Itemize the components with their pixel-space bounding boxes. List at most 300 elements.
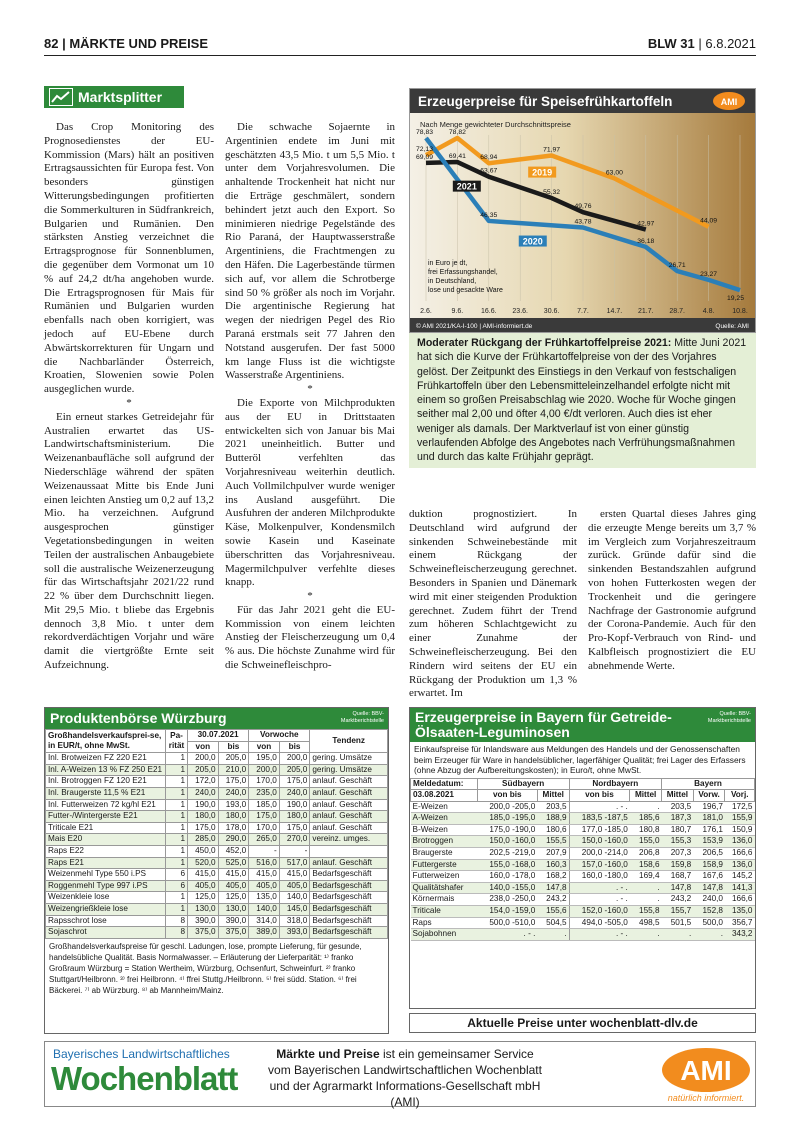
table-cell: 6 [166,869,188,881]
data-label: 46,35 [480,211,498,219]
data-label: 78,82 [448,129,466,137]
data-label: 69,41 [448,153,466,161]
data-label: 42,97 [637,220,655,228]
table-cell: 205,0 [279,764,310,776]
table-cell: 152,0 -160,0 [569,906,630,918]
service-ad [44,1041,756,1107]
table-cell: anlauf. Geschäft [310,822,388,834]
table-row [46,927,388,939]
table-cell: 206,5 [693,848,725,860]
table-cell: Inl. Brotroggen FZ 120 E21 [46,776,166,788]
table-cell: 175,0 [279,776,310,788]
table-cell: 183,5 -187,5 [569,813,630,825]
table-cell: Futtergerste [411,859,478,871]
table-cell: . [630,801,662,813]
table-cell: 405,0 [218,880,249,892]
data-label: 63,00 [605,169,623,177]
data-label: 19,25 [726,295,744,303]
table-cell: Inl. Braugerste 11,5 % E21 [46,787,166,799]
table-cell: 270,0 [279,834,310,846]
table-cell: 415,0 [279,869,310,881]
table-row [411,801,755,813]
table-cell: 240,0 [218,787,249,799]
table-cell: . [662,929,694,941]
data-label: 44,09 [700,217,718,225]
table-cell: 190,0 [188,799,219,811]
table-cell: Inl. Brotweizen FZ 220 E21 [46,753,166,765]
table-cell: 375,0 [188,927,219,939]
table-cell: 356,7 [725,917,755,929]
table-row [46,834,388,846]
table-cell: 180,6 [537,824,569,836]
table-cell: 155,6 [537,906,569,918]
table-cell: 147,8 [662,882,694,894]
table-row [46,811,388,823]
table-cell: 155,9 [725,813,755,825]
table-cell: 155,8 [630,906,662,918]
table-cell: Bedarfsgeschäft [310,880,388,892]
table-cell: Weizenkleie lose [46,892,166,904]
table-cell: 180,0 [188,811,219,823]
table-cell: 136,0 [725,859,755,871]
table-cell: 494,0 -505,0 [569,917,630,929]
table-cell: 415,0 [218,869,249,881]
table-cell: 1 [166,834,188,846]
table-cell: 170,0 [249,822,280,834]
article-column-4 [588,508,756,678]
table-cell: 200,0 -205,0 [477,801,537,813]
x-tick-label: 23.6. [512,308,528,315]
x-tick-label: 10.8. [732,308,748,315]
table-cell: 450,0 [188,845,219,857]
table-cell: . [630,882,662,894]
trend-icon [49,88,73,106]
article-paragraph: Ein erneut starkes Getreidejahr für Australien erwartet das US-Landwirtschaftsministerium. Die Weizenanbaufläche soll aufgrund der Niederschläge während der späten Weizenaussaat Mitte bis Ende Juni einen leichten Anstieg um 0,2 auf 13,2 Mio. ha verzeichnen. Aufgrund ausgesprochen günstiger Vegetationsbedingungen in weiten Teilen der australischen Anbaugebiete soll die australische Weizenerzeugung für das Wirtschaftsjahr 2021/22 rund 22 % über dem Durchschnitt liegen. Mit 29,5 Mio. t bliebe das Ergebnis dennoch 3,8 Mio. t unter dem rekordverdächtigen Vorjahr und wäre damit die viertgrößte Ernte seit Aufzeichnung. [44,410,214,672]
table-row [46,903,388,915]
article-paragraph: Die Exporte von Milchprodukten aus der EU in Drittstaaten entwickelten sich von Januar bis Mai 2021 uneinheitlich. Butter und Butteröl verfehlten das Vorjahresniveau weiterhin deutlich. Auch Vollmilchpulver wurde weniger ins Ausland ausgeführt. Die Ausfuhren der anderen Milchprodukte Käse, Molkenpulver, Kondensmilch sowie Kasein und Kaseinate überschritten das Vorjahresniveau. Magermilchpulver verfehlte dieses knapp. [225,396,395,589]
table-cell: Bedarfsgeschäft [310,915,388,927]
table-cell: Bedarfsgeschäft [310,903,388,915]
table-row [46,799,388,811]
table-cell: 150,0 -160,0 [569,836,630,848]
table-row [411,836,755,848]
table-cell: 200,0 -214,0 [569,848,630,860]
table-cell: 145,0 [279,903,310,915]
series-tag-label: 2019 [532,167,553,178]
table-cell: 390,0 [218,915,249,927]
table-cell [310,845,388,857]
wuerzburg-title: Produktenbörse Würzburg Quelle: BBV-Marktberichtstelle [45,708,388,729]
table-cell: Inl. A-Weizen 13 % FZ 250 E21 [46,764,166,776]
table-cell: 175,0 [188,822,219,834]
table-cell: Sojaschrot [46,927,166,939]
table-cell: Triticale [411,906,478,918]
table-cell: . - . [569,882,630,894]
ami-logo [660,1046,752,1104]
table-cell: 158,9 [693,859,725,871]
table-cell: 135,0 [725,906,755,918]
ami-chart-logo-text: AMI [720,97,738,107]
table-cell: 170,0 [249,776,280,788]
table-cell: 169,4 [630,871,662,883]
table-cell: 203,5 [537,801,569,813]
table-row [411,906,755,918]
table-cell: 8 [166,927,188,939]
data-label: 23,27 [700,270,718,278]
table-cell: vereinz. umges. [310,834,388,846]
x-tick-label: 7.7. [577,308,589,315]
article-paragraph: * [126,396,132,409]
table-cell: 153,9 [693,836,725,848]
svg-text:natürlich informiert.: natürlich informiert. [667,1093,745,1103]
data-label: 63,67 [480,167,498,175]
unit-note: frei Erfassungshandel, [428,269,498,276]
table-cell: 1 [166,857,188,869]
table-cell: 415,0 [188,869,219,881]
page-header [44,36,756,56]
table-cell: 125,0 [188,892,219,904]
table-cell: 389,0 [249,927,280,939]
table-cell: Futter-/Wintergerste E21 [46,811,166,823]
svg-text:AMI: AMI [680,1055,732,1086]
table-cell: . [630,894,662,906]
table-cell: . [630,929,662,941]
wuerzburg-footnote: Großhandelsverkaufspreise für geschl. Ladungen, lose, prompte Lieferung, für gesunde, handelsübliche Qualität. Basis Normalwasser. – Erläuterung der Lieferparität: ¹⁾ franko Großraum Würzburg = Station Wertheim, Würzburg, Ochsenfurt, Schweinfurt. ²⁾ franko Stuttgart/Heilbronn. ³⁾ frei Heilbronn. ⁴⁾ ffrei Stuttg./Heilbronn. ⁵⁾ frei südd. Station. ⁶⁾ frei Bäckerei. ⁷⁾ ab Würzburg. ⁸⁾ ab Mannheim/Mainz. [49,941,362,995]
table-cell: 206,8 [630,848,662,860]
table-cell: 1 [166,892,188,904]
wuerzburg-table-box [44,707,389,1034]
data-label: 26,71 [668,262,686,270]
table-cell: Braugerste [411,848,478,860]
table-cell: 500,0 -510,0 [477,917,537,929]
ad-text: Märkte und Preise ist ein gemeinsamer Service vom Bayerischen Landwirtschaftlichen Wochenblatt und der Agrarmarkt Informations-Gesellschaft mbH (AMI) [268,1047,542,1109]
table-row [46,880,388,892]
table-cell: 240,0 [188,787,219,799]
table-cell: Raps E21 [46,857,166,869]
ad-brand-top: Bayerisches Landwirtschaftliches [53,1047,230,1061]
table-cell: 150,0 -160,0 [477,836,537,848]
table-cell: 243,2 [662,894,694,906]
table-cell: anlauf. Geschäft [310,776,388,788]
table-cell: Sojabohnen [411,929,478,941]
table-cell: gering. Umsätze [310,764,388,776]
table-cell: 130,0 [188,903,219,915]
table-cell: 155,0 [630,836,662,848]
article-column-3 [409,508,577,700]
table-cell: 136,0 [725,836,755,848]
table-cell: Rapsschrot lose [46,915,166,927]
table-cell: 203,5 [662,801,694,813]
table-cell: Bedarfsgeschäft [310,927,388,939]
article-paragraph: Das Crop Monitoring des Prognosedienstes der EU-Kommission (Mars) hält an positiven Ertragsaussichten für Europa fest. Von besonders günstigen Witterungsbedingungen profitierten die Sommerkulturen in Südfrankreich, Bulgarien und Rumänien. Den stärksten Anstieg verzeichnet die Ertragsprognose für Sonnenblumen, die gegenüber dem Vormonat um 10 % auf 24,2 dt/ha angehoben wurde. Die Ertragsprognosen für Mais für Rumänien und Bulgarien wurden ebenfalls nach oben korrigiert, was jedoch auf EU-Ebene durch Abwärtskorrekturen für Ungarn und die Nachbarländer Österreich, Kroatien, Slowenien sowie Polen ausgeglichen wurde. [44,121,214,396]
table-cell: 152,8 [693,906,725,918]
table-row [411,813,755,825]
table-cell: . - . [569,801,630,813]
table-cell: 193,0 [218,799,249,811]
table-row [411,848,755,860]
data-label: 55,32 [543,189,561,197]
table-cell: 175,0 -190,0 [477,824,537,836]
data-label: 69,09 [416,153,434,161]
article-paragraph: duktion prognostiziert. In Deutschland wird aufgrund der sinkenden Schweinebestände mit einem Rückgang der Schweinefleischerzeugung gerechnet. Besonders in Spanien und Dänemark wird mit einer steigenden Produktion gerechnet. Zudem führt der Trend zum höheren Schlachtgewicht zu einer Zunahme der Schweinefleischerzeugung. Bei den Rindern wird seitens der EU ein Rückgang der Produktion um 1,3 % erwartet. Im [409,508,577,700]
table-cell: 200,0 [279,753,310,765]
table-cell: 125,0 [218,892,249,904]
bayern-title: Erzeugerpreise in Bayern für Getreide-Ölsaaten-Leguminosen Quelle: BBV-Marktberichtstelle [410,708,755,742]
table-row [46,869,388,881]
table-cell: 180,8 [630,824,662,836]
table-cell: 6 [166,880,188,892]
table-cell: anlauf. Geschäft [310,787,388,799]
table-cell: - [249,845,280,857]
table-cell: 178,0 [218,822,249,834]
table-cell: 498,5 [630,917,662,929]
table-cell: 202,5 -219,0 [477,848,537,860]
table-row [411,917,755,929]
table-cell: 1 [166,776,188,788]
table-cell: Inl. Futterweizen 72 kg/hl E21 [46,799,166,811]
table-cell: 318,0 [279,915,310,927]
data-label: 72,13 [416,146,434,154]
chart-footer-right: Quelle: AMI [715,323,749,330]
table-cell: 195,0 [249,753,280,765]
table-cell: 504,5 [537,917,569,929]
table-cell: Brotroggen [411,836,478,848]
table-cell: 147,8 [693,882,725,894]
table-row [46,753,388,765]
table-cell: 390,0 [188,915,219,927]
page-section: 82 | MÄRKTE UND PREISE [44,36,209,51]
table-cell: 160,3 [537,859,569,871]
table-cell: 167,6 [693,871,725,883]
table-cell: 135,0 [249,892,280,904]
table-cell: 168,7 [662,871,694,883]
table-cell: anlauf. Geschäft [310,799,388,811]
table-cell: 155,5 [537,836,569,848]
table-cell: 285,0 [188,834,219,846]
table-row [411,929,755,941]
table-cell: Mais E20 [46,834,166,846]
table-cell: gering. Umsätze [310,753,388,765]
table-cell: 205,0 [218,753,249,765]
table-cell: 160,0 -178,0 [477,871,537,883]
series-tag-label: 2020 [522,236,543,247]
table-cell: 150,9 [725,824,755,836]
table-cell: 154,0 -159,0 [477,906,537,918]
journal-date: BLW 31 | 6.8.2021 [647,36,756,51]
table-cell: 207,3 [662,848,694,860]
table-cell: Futterweizen [411,871,478,883]
x-tick-label: 28.7. [669,308,685,315]
bayern-table-box [409,707,756,1009]
table-cell: A-Weizen [411,813,478,825]
table-cell: . - . [569,894,630,906]
chart-footer-left: © AMI 2021/KA-I-100 | AMI-informiert.de [416,323,533,330]
table-cell: 187,3 [662,813,694,825]
x-tick-label: 2.6. [420,308,432,315]
table-cell: 240,0 [279,787,310,799]
table-cell: 140,0 [279,892,310,904]
ad-brand: Wochenblatt [51,1060,238,1097]
table-cell: Raps [411,917,478,929]
potato-price-chart [409,88,756,333]
table-row [46,915,388,927]
table-cell: Bedarfsgeschäft [310,869,388,881]
table-cell: Bedarfsgeschäft [310,892,388,904]
table-cell: 525,0 [218,857,249,869]
table-cell: 1 [166,787,188,799]
table-cell: 140,0 -155,0 [477,882,537,894]
table-cell: 190,0 [279,799,310,811]
table-cell: anlauf. Geschäft [310,811,388,823]
table-cell: 405,0 [188,880,219,892]
table-cell: 452,0 [218,845,249,857]
table-cell: 265,0 [249,834,280,846]
table-row [46,776,388,788]
article-column-1 [44,121,214,681]
unit-note: lose und gesackte Ware [428,287,503,294]
table-cell: 235,0 [249,787,280,799]
article-column-2 [225,121,395,681]
table-cell: 185,0 [249,799,280,811]
table-cell: 240,0 [693,894,725,906]
table-cell: Weizenmehl Type 550 i.PS [46,869,166,881]
table-cell: 155,3 [662,836,694,848]
bayern-table: Meldedatum: Südbayern Nordbayern Bayern 03.08.2021 von bis Mittel von bis Mittel Mittel Vorw. Vorj. E-Weizen 200,0 -205,0 203,5 . - . . 203,5 196,7 172,5 A-Weizen 185,0 -195,0 188,9 183,5 -187,5 185,6 187,3 181,0 155,9 B-Weizen 175,0 -190,0 180,6 177,0 -185,0 180,8 180,7 176,1 150,9 Brotroggen 150,0 -160,0 155,5 150,0 -160,0 155,0 155,3 153,9 136,0 Braugerste 202,5 -219,0 207,9 200,0 -214,0 206,8 207,3 206,5 166,6 Futtergerste 155,0 -168,0 160,3 157,0 -160,0 158,6 159,8 158,9 136,0 Futterweizen 160,0 -178,0 168,2 160,0 -180,0 169,4 168,7 167,6 145,2 Qualitätshafer 140,0 -155,0 147,8 . - . . 147,8 147,8 141,3 Körnermais 238,0 -250,0 243,2 . - . . 243,2 240,0 166,6 Triticale 154,0 -159,0 155,6 152,0 -160,0 155,8 155,7 152,8 135,0 Raps 500,0 -510,0 504,5 494,0 -505,0 498,5 501,5 500,0 356,7 Sojabohnen . - . . . - . . . . 343,2 [410,778,755,941]
table-cell: 1 [166,753,188,765]
table-cell: 210,0 [218,764,249,776]
table-row [411,824,755,836]
table-row [46,764,388,776]
x-tick-label: 4.8. [702,308,715,315]
table-cell: 1 [166,764,188,776]
table-cell: 405,0 [249,880,280,892]
data-label: 43,78 [574,218,592,226]
table-cell: 145,2 [725,871,755,883]
data-label: 49,76 [574,203,592,211]
table-cell: 180,0 [218,811,249,823]
table-cell: 343,2 [725,929,755,941]
table-cell: 200,0 [249,764,280,776]
table-cell: 185,6 [630,813,662,825]
table-cell: 180,7 [662,824,694,836]
table-cell: Roggenmehl Type 997 i.PS [46,880,166,892]
table-row [46,892,388,904]
table-cell: 175,0 [279,822,310,834]
chart-caption: Moderater Rückgang der Frühkartoffelpreise 2021: Mitte Juni 2021 hat sich die Kurve der Frühkartoffelpreise von der des Vorjahres gelöst. Der Zeitpunkt des Einstiegs in den Verkauf von festschaligen Frühkartoffeln über den Lebensmitteleinzelhandel erfolgte nicht mit einem so großen Preisabschlag wie 2020. Woche für Woche gingen seither mal 2,00 und öfter 4,00 €/dt verloren. Auch dies ist eher weniger als damals. Der Marktverlauf ist von einer günstig verlaufenden Abfolge des Angebotes nach Verfrühungsmaßnahmen und durch das kalte Frühjahr geprägt. [409,333,756,468]
table-cell: 238,0 -250,0 [477,894,537,906]
table-cell: 188,9 [537,813,569,825]
x-tick-label: 21.7. [638,308,654,315]
table-cell: 314,0 [249,915,280,927]
article-paragraph: ersten Quartal dieses Jahres ging die erzeugte Menge bereits um 3,7 % im Vergleich zum Vorjahreszeitraum zurück. Gründe dafür sind die sinkenden Bestandszahlen aufgrund von hohen Futterkosten wegen der Trockenheit und die geringere Nachfrage der Gastronomie aufgrund der Corona-Pandemie. Auch für den Pro-Kopf-Verbrauch von Rind- und Kalbfleisch prognostiziert die EU abnehmende Werte. [588,508,756,672]
table-cell: 205,0 [188,764,219,776]
table-cell: 415,0 [249,869,280,881]
table-cell: 290,0 [218,834,249,846]
table-cell: 517,0 [279,857,310,869]
online-prices-link[interactable]: Aktuelle Preise unter wochenblatt-dlv.de [409,1013,756,1033]
table-cell: 130,0 [218,903,249,915]
table-cell: Triticale E21 [46,822,166,834]
table-cell: 147,8 [537,882,569,894]
table-cell: 1 [166,822,188,834]
article-paragraph: Für das Jahr 2021 geht die EU-Kommission von einem leichten Anstieg der Fleischerzeugung um 0,4 % aus. Die höchste Zunahme wird für die Schweinefleischpro- [225,603,395,672]
table-row [411,859,755,871]
table-cell: 176,1 [693,824,725,836]
x-tick-label: 16.6. [481,308,497,315]
article-paragraph: * [307,383,313,396]
chart-subtitle: Nach Menge gewichteter Durchschnittspreise [420,120,571,129]
table-cell: 185,0 -195,0 [477,813,537,825]
table-row [46,845,388,857]
table-row [411,894,755,906]
table-cell: 520,0 [188,857,219,869]
table-cell: 168,2 [537,871,569,883]
table-cell: 1 [166,811,188,823]
table-cell: . - . [569,929,630,941]
table-cell: 141,3 [725,882,755,894]
table-cell: . - . [477,929,537,941]
table-cell: 500,0 [693,917,725,929]
table-cell: 1 [166,845,188,857]
column-title: Marktsplitter [44,86,184,108]
table-cell: 172,0 [188,776,219,788]
table-cell: . [693,929,725,941]
table-cell: 157,0 -160,0 [569,859,630,871]
table-cell: 1 [166,799,188,811]
table-cell: 166,6 [725,848,755,860]
table-cell: 160,0 -180,0 [569,871,630,883]
bayern-subtitle: Einkaufspreise für Inlandsware aus Meldungen des Handels und der Genossenschaften beim Erzeuger für Ware in handelsüblicher, lagerfähiger Qualität; frei Lager des Erfassers (ohne Abzug der Aufbereitungskosten); in Euro/t, ohne MwSt. [414,744,746,775]
table-cell: 175,0 [218,776,249,788]
x-tick-label: 9.6. [451,308,464,315]
data-label: 36,18 [637,237,655,245]
table-cell: 516,0 [249,857,280,869]
table-cell: . [537,929,569,941]
table-cell: 172,5 [725,801,755,813]
table-cell: 159,8 [662,859,694,871]
table-cell: 180,0 [279,811,310,823]
data-label: 68,94 [480,154,498,162]
table-cell: Körnermais [411,894,478,906]
table-row [46,822,388,834]
unit-note: in Deutschland, [428,278,477,285]
table-cell: Raps E22 [46,845,166,857]
x-tick-label: 30.6. [543,308,560,315]
table-cell: 177,0 -185,0 [569,824,630,836]
series-tag-label: 2021 [456,181,477,192]
table-cell: 501,5 [662,917,694,929]
wuerzburg-table: Großhandelsverkaufsprei-se, in EUR/t, ohne MwSt. Pa-rität 30.07.2021 Vorwoche Tendenz von bis von bis Inl. Brotweizen FZ 220 E21 1 200,0 205,0 195,0 200,0 gering. Umsätze Inl. A-Weizen 13 % FZ 250 E21 1 205,0 210,0 200,0 205,0 gering. Umsätze Inl. Brotroggen FZ 120 E21 1 172,0 175,0 170,0 175,0 anlauf. Geschäft Inl. Braugerste 11,5 % E21 1 240,0 240,0 235,0 240,0 anlauf. Geschäft Inl. Futterweizen 72 kg/hl E21 1 190,0 193,0 185,0 190,0 anlauf. Geschäft Futter-/Wintergerste E21 1 180,0 180,0 175,0 180,0 anlauf. Geschäft Triticale E21 1 175,0 178,0 170,0 175,0 anlauf. Geschäft Mais E20 1 285,0 290,0 265,0 270,0 vereinz. umges. Raps E22 1 450,0 452,0 - - Raps E21 1 520,0 525,0 516,0 517,0 anlauf. Geschäft Weizenmehl Type 550 i.PS 6 415,0 415,0 415,0 415,0 Bedarfsgeschäft Roggenmehl Type 997 i.PS 6 405,0 405,0 405,0 405,0 Bedarfsgeschäft Weizenkleie lose 1 125,0 125,0 135,0 140,0 Bedarfsgeschäft Weizengrießkleie lose 1 130,0 130,0 140,0 145,0 Bedarfsgeschäft Rapsschrot lose 8 390,0 390,0 314,0 318,0 Bedarfsgeschäft Sojaschrot 8 375,0 375,0 389,0 393,0 Bedarfsgeschäft [45,729,388,939]
chart-title: Erzeugerpreise für Speisefrühkartoffeln [418,94,673,109]
article-paragraph: * [307,590,313,603]
table-cell: Qualitätshafer [411,882,478,894]
x-tick-label: 14.7. [606,308,623,315]
article-paragraph: Die schwache Sojaernte in Argentinien endete im Juni mit geschätzten 43,5 Mio. t um 5,5 Mio. t unter dem Vorjahresvolumen. Die anhaltende Trockenheit hat nicht nur die Erträge geschmälert, sondern behindert jetzt auch den Export. So minimieren niedrige Pegelstände des Rio Paraná, der Hauptwasserstraße Argentiniens, die Frachtmengen zu den Häfen. Die Lagerbestände türmen sich auf, vor allem die Schrotberge sind 50 % größer als noch im Vorjahr. Die argentinische Regierung hat wegen der niedrigen Pegel des Rio Paraná erstmals seit 77 Jahren den Notstand ausgerufen. Der fast 5000 km lange Fluss ist die wichtigste Wasserstraße Argentiniens. [225,121,395,382]
table-cell: E-Weizen [411,801,478,813]
table-cell: Weizengrießkleie lose [46,903,166,915]
unit-note: in Euro je dt, [428,260,468,267]
table-cell: 166,6 [725,894,755,906]
table-cell: 155,0 -168,0 [477,859,537,871]
table-cell: - [279,845,310,857]
table-cell: anlauf. Geschäft [310,857,388,869]
table-cell: 155,7 [662,906,694,918]
table-cell: 405,0 [279,880,310,892]
table-row [46,787,388,799]
table-cell: 175,0 [249,811,280,823]
table-cell: 8 [166,915,188,927]
table-cell: 243,2 [537,894,569,906]
